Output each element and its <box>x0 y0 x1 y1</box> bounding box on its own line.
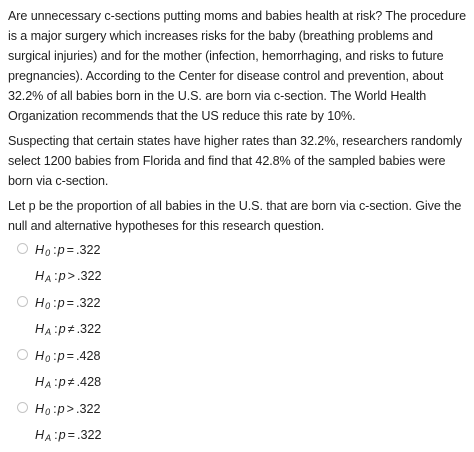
hypothesis-variable: p <box>57 349 65 363</box>
hypothesis-value: .322 <box>76 402 101 416</box>
hypothesis-operator: > <box>67 269 75 283</box>
alternative-hypothesis <box>35 374 101 393</box>
hypothesis-letter: H <box>35 322 45 336</box>
hypothesis-operator: > <box>66 402 74 416</box>
hypothesis-value: .322 <box>76 322 102 336</box>
hypothesis-subscript: A <box>45 433 52 443</box>
hypothesis-colon: : <box>53 349 57 363</box>
hypothesis-variable: p <box>57 296 65 310</box>
null-hypothesis <box>35 242 101 261</box>
hypothesis-letter: H <box>35 402 45 416</box>
hypothesis-subscript: A <box>45 380 52 390</box>
hypothesis-colon: : <box>54 269 58 283</box>
alternative-hypothesis <box>35 268 102 287</box>
null-hypothesis <box>35 348 101 367</box>
question-paragraph-1: Are unnecessary c-sections putting moms and babies health at risk? The procedure is a major surgery which increases risks for the baby (breathing problems and surgical injuries) and for the mother (infection, hemorrhaging, and risks to future pregnancies). According to the Center for disease control and prevention, about 32.2% of all babies born in the U.S. are born via c-section. The World Health Organization recommends that the US reduce this rate by 10%. <box>8 9 466 123</box>
answer-options <box>0 238 474 450</box>
null-hypothesis <box>35 401 101 420</box>
radio-button[interactable] <box>17 243 28 254</box>
hypothesis-variable: p <box>58 269 66 283</box>
hypothesis-variable: p <box>58 428 66 442</box>
question-text <box>8 6 468 236</box>
hypothesis-letter: H <box>35 375 45 389</box>
hypothesis-operator: ≠ <box>67 322 75 336</box>
hypothesis-letter: H <box>35 428 45 442</box>
hypothesis-subscript: A <box>45 327 52 337</box>
hypothesis-letter: H <box>35 243 45 257</box>
hypothesis-operator: = <box>66 296 74 310</box>
hypothesis-subscript: 0 <box>45 354 51 364</box>
hypothesis-value: .428 <box>76 349 101 363</box>
hypothesis-variable: p <box>58 322 66 336</box>
hypothesis-colon: : <box>54 375 58 389</box>
answer-option-2[interactable] <box>0 291 474 344</box>
hypothesis-operator: = <box>66 349 74 363</box>
hypothesis-subscript: 0 <box>45 407 51 417</box>
alternative-hypothesis <box>35 321 101 340</box>
hypothesis-value: .322 <box>77 269 102 283</box>
hypothesis-colon: : <box>54 322 58 336</box>
hypothesis-subscript: A <box>45 274 52 284</box>
hypothesis-colon: : <box>54 428 58 442</box>
hypothesis-value: .322 <box>76 296 101 310</box>
radio-button[interactable] <box>17 296 28 307</box>
question-paragraph-3: Let p be the proportion of all babies in the U.S. that are born via c-section. Give the null and alternative hypotheses for this research question. <box>8 199 462 233</box>
answer-option-4[interactable] <box>0 397 474 450</box>
hypothesis-colon: : <box>53 243 57 257</box>
hypothesis-operator: = <box>66 243 74 257</box>
hypothesis-letter: H <box>35 349 45 363</box>
hypothesis-value: .322 <box>76 243 101 257</box>
hypothesis-operator: ≠ <box>67 375 75 389</box>
answer-option-1[interactable] <box>0 238 474 291</box>
hypothesis-subscript: 0 <box>45 248 51 258</box>
hypothesis-operator: = <box>67 428 75 442</box>
answer-option-3[interactable] <box>0 344 474 397</box>
hypothesis-colon: : <box>53 402 57 416</box>
hypothesis-variable: p <box>57 243 65 257</box>
hypothesis-letter: H <box>35 269 45 283</box>
question-paragraph-2: Suspecting that certain states have higher rates than 32.2%, researchers randomly select 1200 babies from Florida and find that 42.8% of the sampled babies were born via c-section. <box>8 134 462 188</box>
hypothesis-variable: p <box>58 375 66 389</box>
radio-button[interactable] <box>17 349 28 360</box>
null-hypothesis <box>35 295 101 314</box>
hypothesis-colon: : <box>53 296 57 310</box>
hypothesis-value: .322 <box>77 428 102 442</box>
hypothesis-variable: p <box>57 402 65 416</box>
hypothesis-value: .428 <box>76 375 102 389</box>
hypothesis-letter: H <box>35 296 45 310</box>
radio-button[interactable] <box>17 402 28 413</box>
alternative-hypothesis <box>35 427 102 446</box>
hypothesis-subscript: 0 <box>45 301 51 311</box>
